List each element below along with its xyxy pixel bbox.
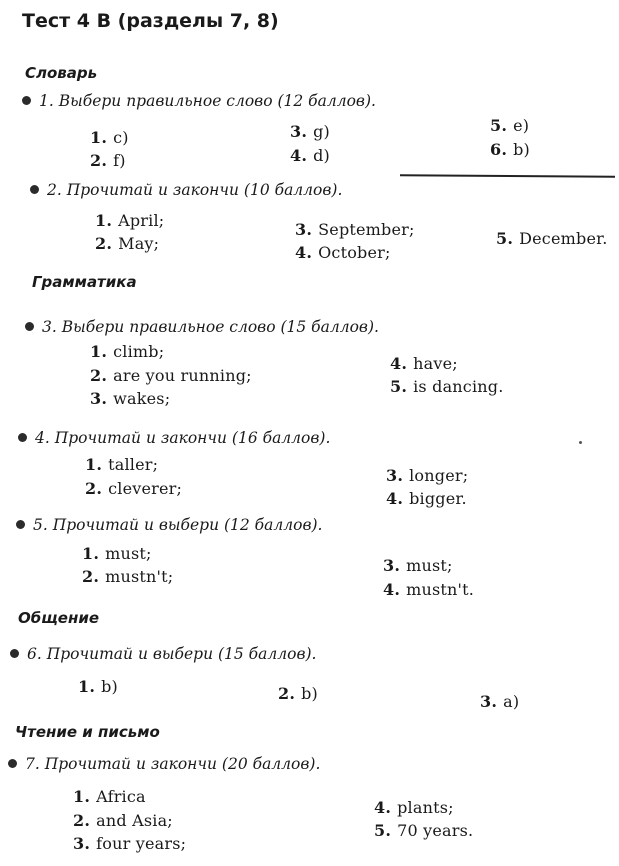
section-vocabulary: Словарь [25, 64, 98, 82]
task-1-answer-5: 5. e) [490, 116, 530, 135]
task-2-answer-5: 5. December. [496, 229, 608, 248]
task-1-answer-6: 6. b) [490, 140, 530, 159]
task-2-heading: 2. Прочитай и закончи (10 баллов). [30, 181, 342, 199]
section-communication: Общение [18, 609, 100, 627]
task-5-heading: 5. Прочитай и выбери (12 баллов). [16, 516, 322, 534]
task-5-answer-1: 1. must; [82, 544, 152, 563]
task-4-answer-2: 2. cleverer; [85, 479, 183, 498]
task-4-answer-1: 1. taller; [85, 455, 159, 474]
bullet-icon [16, 520, 25, 529]
task-7-heading: 7. Прочитай и закончи (20 баллов). [8, 755, 320, 773]
task-3-answer-4: 4. have; [390, 354, 458, 373]
task-3-answer-3: 3. wakes; [90, 389, 171, 408]
print-speck [579, 441, 582, 444]
section-reading-writing: Чтение и письмо [15, 723, 160, 741]
task-3-answer-5: 5. is dancing. [390, 377, 504, 396]
page-title: Тест 4 В (разделы 7, 8) [22, 10, 279, 32]
task-2-answer-2: 2. May; [95, 234, 160, 253]
bullet-icon [18, 433, 27, 442]
task-7-answer-2: 2. and Asia; [73, 811, 173, 830]
task-1-answer-3: 3. g) [290, 122, 330, 141]
task-3-answer-1: 1. climb; [90, 342, 165, 361]
section-grammar: Грамматика [32, 273, 137, 291]
task-6-answer-3: 3. a) [480, 692, 520, 711]
task-3-heading: 3. Выбери правильное слово (15 баллов). [25, 318, 379, 336]
task-2-answer-4: 4. October; [295, 243, 391, 262]
task-2-answer-3: 3. September; [295, 220, 415, 239]
task-4-answer-4: 4. bigger. [386, 489, 467, 508]
bullet-icon [10, 649, 19, 658]
task-7-answer-1: 1. Africa [73, 787, 146, 806]
task-3-answer-2: 2. are you running; [90, 366, 252, 385]
task-7-answer-3: 3. four years; [73, 834, 187, 853]
task-1-answer-4: 4. d) [290, 146, 330, 165]
divider-line [400, 174, 615, 178]
task-1-answer-2: 2. f) [90, 151, 126, 170]
task-5-answer-2: 2. mustn't; [82, 567, 174, 586]
bullet-icon [30, 185, 39, 194]
bullet-icon [22, 96, 31, 105]
task-5-answer-4: 4. mustn't. [383, 580, 475, 599]
task-4-answer-3: 3. longer; [386, 466, 469, 485]
task-6-answer-1: 1. b) [78, 677, 118, 696]
task-6-heading: 6. Прочитай и выбери (15 баллов). [10, 645, 316, 663]
task-1-answer-1: 1. c) [90, 128, 129, 147]
task-7-answer-4: 4. plants; [374, 798, 454, 817]
bullet-icon [8, 759, 17, 768]
bullet-icon [25, 322, 34, 331]
task-4-heading: 4. Прочитай и закончи (16 баллов). [18, 429, 330, 447]
task-7-answer-5: 5. 70 years. [374, 821, 474, 840]
task-2-answer-1: 1. April; [95, 211, 165, 230]
task-1-heading: 1. Выбери правильное слово (12 баллов). [22, 92, 376, 110]
task-5-answer-3: 3. must; [383, 556, 453, 575]
task-6-answer-2: 2. b) [278, 684, 318, 703]
